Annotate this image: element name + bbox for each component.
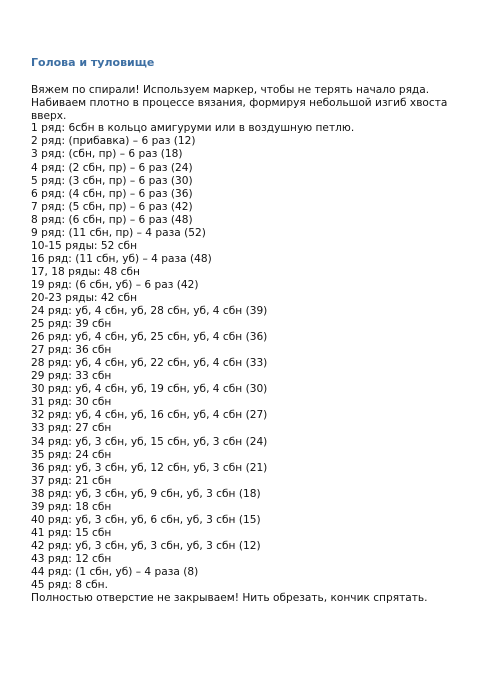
- pattern-row: 7 ряд: (5 сбн, пр) – 6 раз (42): [31, 200, 193, 213]
- pattern-row: 34 ряд: уб, 3 сбн, уб, 15 сбн, уб, 3 сбн (24): [31, 435, 268, 448]
- pattern-row: 19 ряд: (6 сбн, уб) – 6 раз (42): [31, 278, 199, 291]
- pattern-row: 8 ряд: (6 сбн, пр) – 6 раз (48): [31, 213, 193, 226]
- pattern-row: 40 ряд: уб, 3 сбн, уб, 6 сбн, уб, 3 сбн (15): [31, 513, 261, 526]
- pattern-row: 32 ряд: уб, 4 сбн, уб, 16 сбн, уб, 4 сбн (27): [31, 409, 268, 422]
- pattern-row: 29 ряд: 33 сбн: [31, 370, 112, 383]
- intro-paragraph: Вяжем по спирали! Используем маркер, чтобы не терять начало ряда. Набиваем плотно в процессе вязания, формируя небольшой изгиб хвоста вверх.: [31, 84, 448, 122]
- pattern-row: 2 ряд: (прибавка) – 6 раз (12): [31, 135, 196, 148]
- pattern-row: 16 ряд: (11 сбн, уб) – 4 раза (48): [31, 252, 212, 265]
- pattern-row: 35 ряд: 24 сбн: [31, 448, 112, 461]
- pattern-row: 20-23 ряды: 42 сбн: [31, 292, 138, 304]
- pattern-row: 41 ряд: 15 сбн: [31, 526, 112, 539]
- pattern-row: 1 ряд: 6сбн в кольцо амигуруми или в воздушную петлю.: [31, 122, 355, 135]
- pattern-row: 6 ряд: (4 сбн, пр) – 6 раз (36): [31, 187, 193, 200]
- pattern-row: 42 ряд: уб, 3 сбн, уб, 3 сбн, уб, 3 сбн (12): [31, 539, 261, 552]
- pattern-row: 24 ряд: уб, 4 сбн, уб, 28 сбн, уб, 4 сбн (39): [31, 305, 268, 318]
- pattern-row: 9 ряд: (11 сбн, пр) – 4 раза (52): [31, 226, 206, 239]
- pattern-row: 44 ряд: (1 сбн, уб) – 4 раза (8): [31, 565, 199, 578]
- pattern-row: 5 ряд: (3 сбн, пр) – 6 раз (30): [31, 174, 193, 187]
- pattern-row: 37 ряд: 21 сбн: [31, 474, 112, 487]
- pattern-row: 10-15 ряды: 52 сбн: [31, 239, 138, 252]
- pattern-row: 25 ряд: 39 сбн: [31, 318, 112, 331]
- pattern-row: 31 ряд: 30 сбн: [31, 396, 112, 409]
- pattern-row: 4 ряд: (2 сбн, пр) – 6 раз (24): [31, 161, 193, 174]
- pattern-row: 17, 18 ряды: 48 сбн: [31, 265, 140, 278]
- pattern-row: 27 ряд: 36 сбн: [31, 344, 112, 357]
- pattern-row: 38 ряд: уб, 3 сбн, уб, 9 сбн, уб, 3 сбн (18): [31, 487, 261, 500]
- pattern-row: 43 ряд: 12 сбн: [31, 552, 112, 565]
- pattern-row: 28 ряд: уб, 4 сбн, уб, 22 сбн, уб, 4 сбн (33): [31, 357, 268, 370]
- pattern-row: 36 ряд: уб, 3 сбн, уб, 12 сбн, уб, 3 сбн (21): [31, 461, 268, 474]
- pattern-row: 26 ряд: уб, 4 сбн, уб, 25 сбн, уб, 4 сбн (36): [31, 331, 268, 344]
- pattern-row: 39 ряд: 18 сбн: [31, 500, 112, 513]
- pattern-row: 30 ряд: уб, 4 сбн, уб, 19 сбн, уб, 4 сбн (30): [31, 383, 268, 396]
- pattern-row: 3 ряд: (сбн, пр) – 6 раз (18): [31, 148, 183, 161]
- section-title: Голова и туловище: [31, 56, 155, 69]
- closing-note: Полностью отверстие не закрываем! Нить обрезать, кончик спрятать.: [31, 592, 428, 605]
- pattern-row: 45 ряд: 8 сбн.: [31, 579, 108, 592]
- row-list: [31, 122, 471, 592]
- pattern-row: 33 ряд: 27 сбн: [31, 422, 112, 435]
- document-page: [31, 56, 471, 605]
